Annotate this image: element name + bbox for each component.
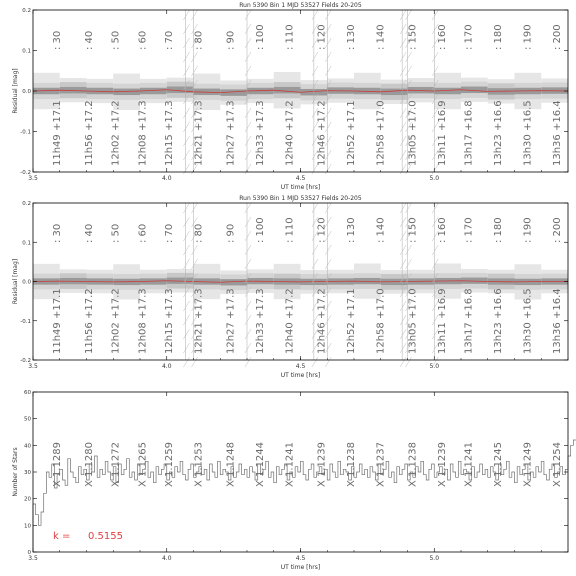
field-time-mag-label: 12h21 +17.3	[193, 100, 205, 166]
hatch-stroke	[400, 136, 406, 146]
hatch-stroke	[406, 245, 412, 255]
hatch-stroke	[183, 24, 189, 34]
hatch-stroke	[400, 10, 406, 20]
y-tick-label: 10	[24, 523, 31, 530]
field-time-mag-label: 12h15 +17.3	[164, 288, 176, 354]
hatch-stroke	[312, 10, 318, 20]
hatch-stroke	[400, 150, 406, 160]
field-number-label: : 140	[375, 24, 387, 50]
field-number-label: : 150	[407, 217, 419, 243]
field-time-mag-label: 11h56 +17.2	[83, 100, 95, 166]
hatch-stroke	[325, 259, 331, 269]
x-axis-label: UT time [hrs]	[280, 184, 321, 191]
panel-title: Run 5390 Bin 1 MJD 53527 Fields 20-205	[239, 195, 362, 202]
y-tick-label: 20	[24, 496, 31, 503]
field-number-label: : 120	[316, 24, 328, 50]
field-number-label: : 190	[522, 24, 534, 50]
field-number-label: : 150	[407, 24, 419, 50]
x-tick-label: 3.5	[28, 555, 38, 562]
hatch-stroke	[400, 343, 406, 353]
airmass-label: X 1.1253	[193, 441, 205, 487]
hatch-stroke	[245, 108, 251, 118]
y-axis-label: Number of Stars	[12, 447, 19, 497]
field-number-label: : 50	[110, 223, 122, 243]
x-axis-label: UT time [hrs]	[280, 372, 321, 379]
hatch-stroke	[183, 217, 189, 227]
hatch-stroke	[192, 245, 198, 255]
hatch-stroke	[245, 122, 251, 132]
field-time-mag-label: 12h15 +17.3	[164, 100, 176, 166]
y-tick-label: 0.1	[22, 48, 31, 55]
hatch-stroke	[325, 357, 331, 367]
hatch-stroke	[312, 203, 318, 213]
field-time-mag-label: 12h33 +17.3	[255, 100, 267, 166]
hatch-stroke	[400, 122, 406, 132]
field-number-label: : 120	[316, 217, 328, 243]
field-time-mag-label: 12h58 +17.0	[375, 100, 387, 166]
field-number-label: : 130	[346, 217, 357, 243]
hatch-stroke	[245, 357, 251, 367]
field-number-label: : 60	[137, 223, 149, 243]
y-tick-label: 0.1	[22, 240, 31, 247]
hatch-stroke	[400, 66, 406, 76]
panel-1	[12, 2, 568, 191]
field-time-mag-label: 11h49 +17.1	[51, 288, 63, 354]
field-time-mag-label: 12h27 +17.3	[225, 288, 237, 354]
hatch-stroke	[400, 203, 406, 213]
hatch-stroke	[192, 203, 198, 213]
hatch-stroke	[245, 150, 251, 160]
hatch-stroke	[183, 150, 189, 160]
x-tick-label: 5.0	[429, 555, 440, 562]
field-time-mag-label: 12h52 +17.1	[346, 288, 357, 354]
field-number-label: : 80	[193, 30, 205, 50]
field-time-mag-label: 12h46 +17.2	[316, 288, 328, 354]
airmass-label: X 1.1289	[51, 441, 63, 487]
field-number-label: : 200	[551, 217, 563, 243]
hatch-stroke	[325, 52, 331, 62]
hatch-stroke	[245, 217, 251, 227]
y-tick-label: 40	[24, 443, 31, 450]
field-number-label: : 70	[164, 30, 176, 50]
field-number-label: : 100	[255, 217, 267, 243]
hatch-stroke	[312, 52, 318, 62]
hatch-stroke	[245, 203, 251, 213]
hatch-stroke	[245, 24, 251, 34]
hatch-stroke	[183, 329, 189, 339]
field-time-mag-label: 13h17 +16.8	[463, 288, 475, 354]
hatch-stroke	[400, 231, 406, 241]
hatch-stroke	[245, 315, 251, 325]
x-tick-label: 4.0	[161, 363, 172, 370]
hatch-stroke	[245, 329, 251, 339]
field-time-mag-label: 13h30 +16.5	[522, 288, 534, 354]
airmass-label: X 1.1254	[551, 441, 563, 487]
field-time-mag-label: 11h56 +17.2	[83, 288, 95, 354]
hatch-stroke	[400, 301, 406, 311]
y-axis-label: Residual [mag]	[12, 68, 19, 114]
hatch-stroke	[245, 245, 251, 255]
hatch-stroke	[400, 315, 406, 325]
x-tick-label: 4.5	[295, 363, 306, 370]
field-time-mag-label: 13h30 +16.5	[522, 100, 534, 166]
k-value: 0.5155	[88, 531, 123, 542]
hatch-stroke	[400, 357, 406, 367]
field-number-label: : 40	[83, 30, 95, 50]
airmass-label: X 1.1237	[375, 441, 387, 487]
airmass-label: X 1.1259	[164, 441, 176, 487]
y-tick-label: 50	[24, 416, 31, 423]
hatch-stroke	[312, 259, 318, 269]
x-tick-label: 3.5	[28, 363, 38, 370]
field-number-label: : 50	[110, 30, 122, 50]
hatch-stroke	[183, 231, 189, 241]
hatch-stroke	[183, 108, 189, 118]
hatch-stroke	[183, 52, 189, 62]
hatch-stroke	[183, 10, 189, 20]
y-tick-label: -0.1	[20, 129, 31, 136]
hatch-stroke	[312, 245, 318, 255]
field-time-mag-label: 13h11 +16.9	[436, 288, 448, 354]
hatch-stroke	[183, 357, 189, 367]
hatch-stroke	[406, 10, 412, 20]
hatch-stroke	[245, 343, 251, 353]
hatch-stroke	[183, 122, 189, 132]
field-number-label: : 40	[83, 223, 95, 243]
y-tick-label: 0.0	[22, 279, 31, 286]
field-number-label: : 100	[255, 24, 267, 50]
field-time-mag-label: 12h02 +17.2	[110, 100, 122, 166]
field-time-mag-label: 12h58 +17.0	[375, 288, 387, 354]
field-time-mag-label: 12h02 +17.2	[110, 288, 122, 354]
x-axis-label: UT time [hrs]	[280, 564, 321, 571]
hatch-stroke	[245, 231, 251, 241]
y-tick-label: 30	[24, 470, 31, 476]
field-time-mag-label: 13h23 +16.6	[493, 100, 505, 166]
hatch-stroke	[183, 66, 189, 76]
hatch-stroke	[192, 10, 198, 20]
hatch-stroke	[183, 343, 189, 353]
panel-3	[12, 390, 576, 571]
hatch-stroke	[183, 245, 189, 255]
airmass-label: X 1.1244	[255, 441, 267, 487]
field-number-label: : 30	[51, 223, 63, 243]
field-number-label: : 190	[522, 217, 534, 243]
hatch-stroke	[183, 203, 189, 213]
y-tick-label: 0	[27, 550, 31, 556]
airmass-label: X 1.1241	[463, 441, 475, 487]
hatch-stroke	[245, 164, 251, 174]
hatch-stroke	[312, 357, 318, 367]
field-time-mag-label: 13h36 +16.4	[551, 100, 563, 166]
field-number-label: : 90	[225, 223, 237, 243]
hatch-stroke	[245, 301, 251, 311]
hatch-stroke	[400, 164, 406, 174]
field-time-mag-label: 13h11 +16.9	[436, 100, 448, 166]
field-time-mag-label: 12h21 +17.3	[193, 288, 205, 354]
x-tick-label: 3.5	[28, 175, 38, 182]
field-number-label: : 60	[137, 30, 149, 50]
field-time-mag-label: 12h33 +17.3	[255, 288, 267, 354]
x-tick-label: 5.0	[429, 363, 440, 370]
hatch-stroke	[245, 10, 251, 20]
hatch-stroke	[325, 66, 331, 76]
airmass-label: X 1.1241	[284, 441, 296, 487]
airmass-label: X 1.1238	[407, 441, 419, 487]
field-number-label: : 180	[493, 24, 505, 50]
field-number-label: : 200	[551, 24, 563, 50]
hatch-stroke	[400, 24, 406, 34]
field-time-mag-label: 11h49 +17.1	[51, 100, 63, 166]
airmass-label: X 1.1239	[316, 441, 328, 487]
k-label: k =	[53, 531, 71, 542]
y-tick-label: -0.2	[20, 358, 31, 364]
hatch-stroke	[183, 259, 189, 269]
field-time-mag-label: 13h23 +16.6	[493, 288, 505, 354]
field-number-label: : 70	[164, 223, 176, 243]
y-tick-label: 0.0	[22, 89, 31, 95]
field-number-label: : 90	[225, 30, 237, 50]
hatch-stroke	[183, 136, 189, 146]
hatch-stroke	[245, 259, 251, 269]
hatch-stroke	[400, 108, 406, 118]
hatch-stroke	[183, 164, 189, 174]
hatch-stroke	[406, 259, 412, 269]
field-number-label: : 140	[375, 217, 387, 243]
hatch-stroke	[192, 357, 198, 367]
airmass-label: X 1.1248	[225, 441, 237, 487]
field-number-label: : 160	[436, 24, 448, 50]
hatch-stroke	[406, 66, 412, 76]
field-number-label: : 110	[284, 217, 296, 243]
hatch-stroke	[400, 259, 406, 269]
field-number-label: : 170	[463, 24, 475, 50]
hatch-stroke	[245, 38, 251, 48]
field-number-label: : 30	[51, 30, 63, 50]
x-tick-label: 4.0	[161, 555, 172, 562]
field-time-mag-label: 12h46 +17.2	[316, 100, 328, 166]
field-time-mag-label: 13h17 +16.8	[463, 100, 475, 166]
airmass-label: X 1.1238	[346, 441, 357, 487]
panel-2	[12, 195, 568, 379]
panel-title: Run 5390 Bin 1 MJD 53527 Fields 20-205	[239, 2, 362, 9]
airmass-label: X 1.1249	[522, 441, 534, 487]
x-tick-label: 4.5	[295, 555, 306, 562]
field-time-mag-label: 12h08 +17.3	[137, 288, 149, 354]
field-time-mag-label: 13h36 +16.4	[551, 288, 563, 354]
airmass-label: X 1.1280	[83, 441, 95, 487]
field-number-label: : 110	[284, 24, 296, 50]
field-time-mag-label: 12h08 +17.3	[137, 100, 149, 166]
y-tick-label: 0.2	[22, 201, 31, 207]
y-tick-label: -0.1	[20, 318, 31, 325]
airmass-label: X 1.1239	[436, 441, 448, 487]
airmass-label: X 1.1245	[493, 441, 505, 487]
field-number-label: : 160	[436, 217, 448, 243]
x-tick-label: 4.0	[161, 175, 172, 182]
hatch-stroke	[400, 217, 406, 227]
y-tick-label: 60	[24, 390, 31, 396]
hatch-stroke	[183, 301, 189, 311]
hatch-stroke	[432, 203, 438, 213]
x-tick-label: 4.5	[295, 175, 306, 182]
field-number-label: : 80	[193, 223, 205, 243]
field-time-mag-label: 12h40 +17.2	[284, 288, 296, 354]
hatch-stroke	[406, 52, 412, 62]
hatch-stroke	[183, 38, 189, 48]
field-time-mag-label: 12h52 +17.1	[346, 100, 357, 166]
field-time-mag-label: 13h05 +17.0	[407, 288, 419, 354]
hatch-stroke	[325, 245, 331, 255]
hatch-stroke	[400, 245, 406, 255]
airmass-label: X 1.1272	[110, 441, 122, 487]
y-tick-label: -0.2	[20, 170, 31, 176]
field-number-label: : 130	[346, 24, 357, 50]
hatch-stroke	[432, 52, 438, 62]
y-axis-label: Residual [mag]	[12, 258, 19, 305]
y-tick-label: 0.2	[22, 8, 31, 14]
hatch-stroke	[192, 52, 198, 62]
field-number-label: : 180	[493, 217, 505, 243]
hatch-stroke	[400, 329, 406, 339]
field-time-mag-label: 12h27 +17.3	[225, 100, 237, 166]
field-time-mag-label: 13h05 +17.0	[407, 100, 419, 166]
field-time-mag-label: 12h40 +17.2	[284, 100, 296, 166]
hatch-stroke	[245, 52, 251, 62]
hatch-stroke	[245, 66, 251, 76]
hatch-stroke	[406, 203, 412, 213]
hatch-stroke	[245, 136, 251, 146]
hatch-stroke	[400, 52, 406, 62]
hatch-stroke	[432, 245, 438, 255]
field-number-label: : 170	[463, 217, 475, 243]
hatch-stroke	[400, 38, 406, 48]
hatch-stroke	[325, 10, 331, 20]
hatch-stroke	[406, 357, 412, 367]
x-tick-label: 5.0	[429, 175, 440, 182]
hatch-stroke	[325, 203, 331, 213]
hatch-stroke	[432, 10, 438, 20]
hatch-stroke	[183, 315, 189, 325]
airmass-label: X 1.1265	[137, 441, 149, 487]
hatch-stroke	[312, 66, 318, 76]
